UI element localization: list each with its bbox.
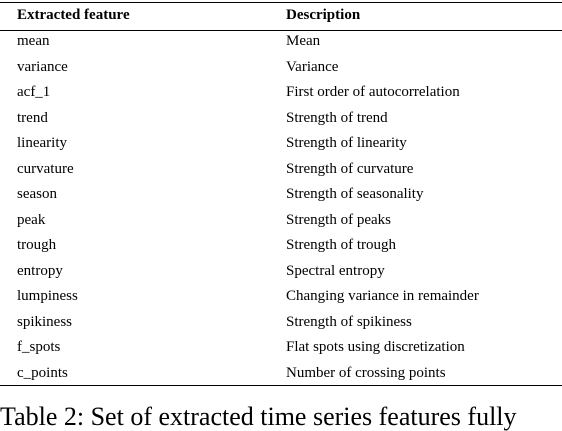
cell-description: Strength of peaks bbox=[286, 211, 391, 228]
cell-feature: entropy bbox=[17, 262, 63, 279]
cell-feature: acf_1 bbox=[17, 84, 51, 100]
cell-feature: variance bbox=[17, 58, 68, 75]
cell-feature: f_spots bbox=[17, 339, 61, 355]
table-caption: Table 2: Set of extracted time series features fully bbox=[0, 402, 517, 431]
cell-description: Strength of seasonality bbox=[286, 186, 424, 202]
table-row bbox=[0, 82, 562, 108]
cell-feature: c_points bbox=[17, 364, 68, 381]
table-row bbox=[0, 337, 562, 363]
cell-description: Strength of curvature bbox=[286, 160, 414, 177]
table-row bbox=[0, 286, 562, 312]
cell-description: Strength of spikiness bbox=[286, 313, 412, 330]
cell-feature: mean bbox=[17, 33, 50, 49]
cell-feature: curvature bbox=[17, 160, 74, 177]
cell-feature: trend bbox=[17, 109, 48, 126]
table-row bbox=[0, 108, 562, 134]
cell-description: Strength of trough bbox=[286, 237, 396, 253]
cell-feature: trough bbox=[17, 237, 57, 253]
table-row bbox=[0, 159, 562, 185]
cell-description: First order of autocorrelation bbox=[286, 84, 460, 100]
table-body bbox=[0, 31, 562, 388]
cell-feature: season bbox=[17, 186, 57, 202]
header-description: Description bbox=[286, 7, 361, 23]
cell-feature: lumpiness bbox=[17, 288, 78, 304]
table-top-rule bbox=[0, 2, 562, 3]
cell-feature: spikiness bbox=[17, 313, 73, 330]
table-bottom-rule bbox=[0, 385, 562, 386]
header-extracted-feature: Extracted feature bbox=[17, 7, 130, 23]
cell-description: Variance bbox=[286, 58, 339, 75]
cell-description: Spectral entropy bbox=[286, 262, 385, 279]
cell-description: Mean bbox=[286, 33, 321, 49]
table-header-row bbox=[0, 5, 562, 27]
table-row bbox=[0, 184, 562, 210]
cell-description: Changing variance in remainder bbox=[286, 288, 479, 304]
table-row bbox=[0, 133, 562, 159]
cell-description: Strength of linearity bbox=[286, 135, 407, 151]
table-row bbox=[0, 312, 562, 338]
cell-description: Number of crossing points bbox=[286, 364, 446, 381]
cell-description: Flat spots using discretization bbox=[286, 339, 465, 355]
table-row bbox=[0, 210, 562, 236]
table-row bbox=[0, 57, 562, 83]
table-row bbox=[0, 235, 562, 261]
table-row bbox=[0, 261, 562, 287]
table-row bbox=[0, 31, 562, 57]
cell-feature: peak bbox=[17, 211, 46, 228]
cell-feature: linearity bbox=[17, 135, 67, 151]
cell-description: Strength of trend bbox=[286, 109, 388, 126]
